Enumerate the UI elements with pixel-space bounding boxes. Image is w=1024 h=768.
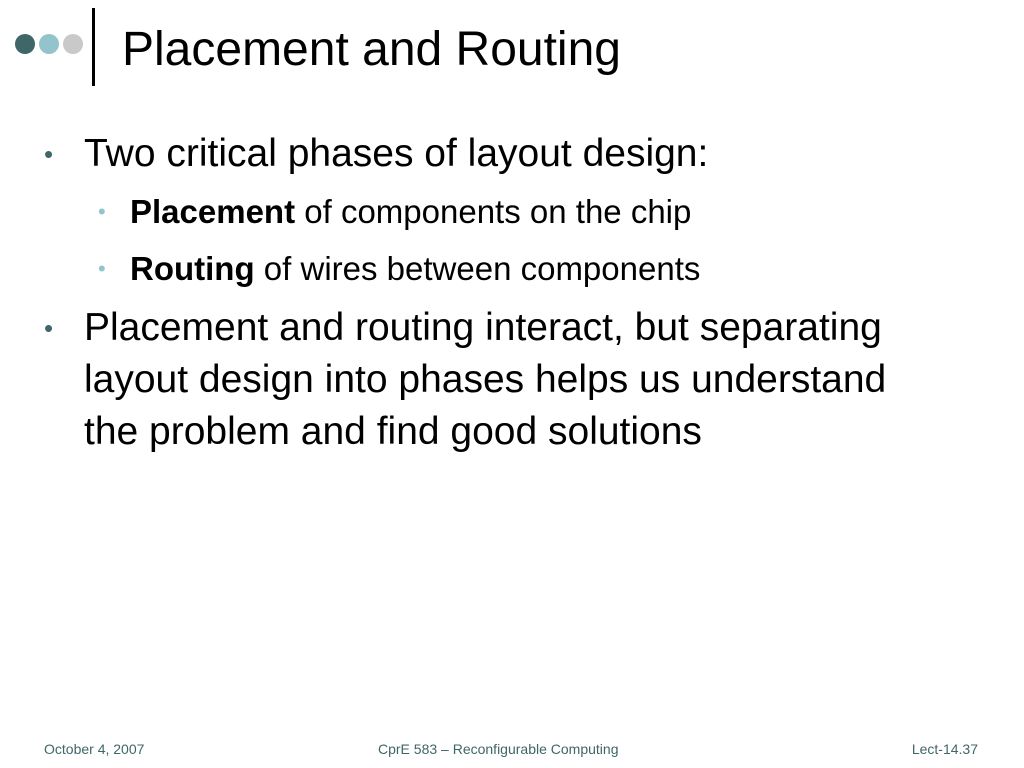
subbullet-strong-text: Routing (130, 250, 255, 287)
subbullet-item (98, 247, 701, 291)
footer-date: October 4, 2007 (44, 741, 145, 757)
bullet-item (44, 128, 709, 180)
subbullet-item (98, 190, 692, 234)
bullet-text: Two critical phases of layout design: (84, 132, 709, 175)
dot-gray-icon (63, 34, 83, 54)
title-divider (92, 8, 95, 86)
footer-slide-number: Lect-14.37 (911, 741, 978, 757)
subbullet-text: of components on the chip (295, 193, 692, 230)
bullet-line: the problem and find good solutions (84, 410, 702, 453)
bullet-marker: • (44, 139, 54, 169)
footer-course: CprE 583 – Reconfigurable Computing (378, 741, 619, 757)
decorative-dots (15, 34, 87, 54)
subbullet-marker: • (98, 199, 106, 224)
bullet-marker: • (44, 313, 54, 343)
slide-title: Placement and Routing (122, 23, 621, 76)
bullet-item (44, 302, 984, 458)
subbullet-marker: • (98, 256, 106, 281)
subbullet-text: of wires between components (254, 250, 701, 287)
bullet-line: Placement and routing interact, but separating (84, 306, 882, 349)
dot-dark-icon (15, 34, 35, 54)
subbullet-strong-text: Placement (130, 193, 296, 230)
bullet-line: layout design into phases helps us understand (84, 358, 887, 401)
dot-light-icon (39, 34, 59, 54)
